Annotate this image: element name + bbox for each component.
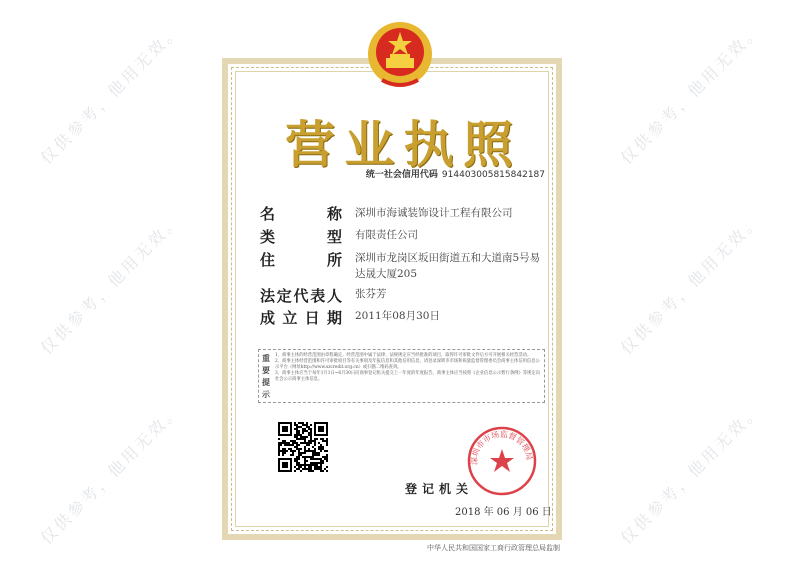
national-emblem-icon [362, 14, 438, 90]
svg-text:深圳市市场监督管理局: 深圳市市场监督管理局 [469, 429, 535, 466]
field-label-type: 类 型 [260, 228, 342, 246]
credit-code-label: 统一社会信用代码 [365, 170, 438, 180]
notice-heading: 重要提示 [262, 353, 270, 399]
watermark: 仅供参考，他用无效。 [616, 400, 765, 549]
official-seal-icon [466, 425, 538, 497]
title-char: 照 [462, 116, 515, 174]
credit-code-value: 91440300581584218​7 [441, 170, 545, 180]
qr-code-icon [278, 422, 328, 472]
watermark: 仅供参考，他用无效。 [36, 20, 185, 169]
footer-text: 中华人民共和国国家工商行政管理总局监制 [427, 544, 560, 552]
notice-box [258, 349, 545, 403]
notice-item: 1、商事主体的经营范围由章程确定。经营范围中属于法律、法规规定应当经批准的项目，取得许可审批文件后方可开展相关经营活动。 [275, 353, 532, 358]
title-char: 业 [344, 116, 397, 174]
credit-code [366, 167, 545, 180]
field-label-name: 名 称 [260, 205, 342, 223]
watermark: 仅供参考，他用无效。 [616, 210, 765, 359]
title-char: 营 [285, 116, 337, 174]
watermark: 仅供参考，他用无效。 [36, 400, 185, 549]
field-label-address: 住 所 [260, 251, 342, 269]
field-label-established: 成 立 日 期 [260, 309, 342, 327]
watermark: 仅供参考，他用无效。 [616, 20, 765, 169]
watermark: 仅供参考，他用无效。 [36, 210, 185, 359]
field-value-legal-rep: 张芬芳 [355, 288, 387, 300]
field-value-address: 深圳市龙岗区坂田街道五和大道南5号易达晟大厦205 [355, 252, 541, 280]
title-char: 执 [403, 116, 456, 174]
notice-item: 2、商事主体经营范围和许可审批项目等有关事项及年报信息和其他信用信息，请登录深圳市市场和质量监督管理委员会商事主体信用信息公示平台（网址http://www.szcredit.org.cn）或扫描二维码查询。 [275, 359, 540, 370]
issue-date: 2018 年 06 月 06 日 [455, 507, 552, 518]
field-label-legal-rep: 法 定 代 表 人 [260, 287, 342, 305]
notice-item: 3、商事主体应当于每年1月1日~6月30日向商事登记机关提交上一年度的年度报告。商事主体应当按照《企业信息公示暂行条例》等规定向社会公示商事主体信息。 [275, 371, 540, 382]
field-value-type: 有限责任公司 [355, 229, 418, 241]
authority-label: 登记机关 [405, 482, 474, 496]
field-value-established: 2011年08月30日 [355, 310, 440, 322]
field-value-name: 深圳市海诚装饰设计工程有限公司 [355, 207, 513, 219]
